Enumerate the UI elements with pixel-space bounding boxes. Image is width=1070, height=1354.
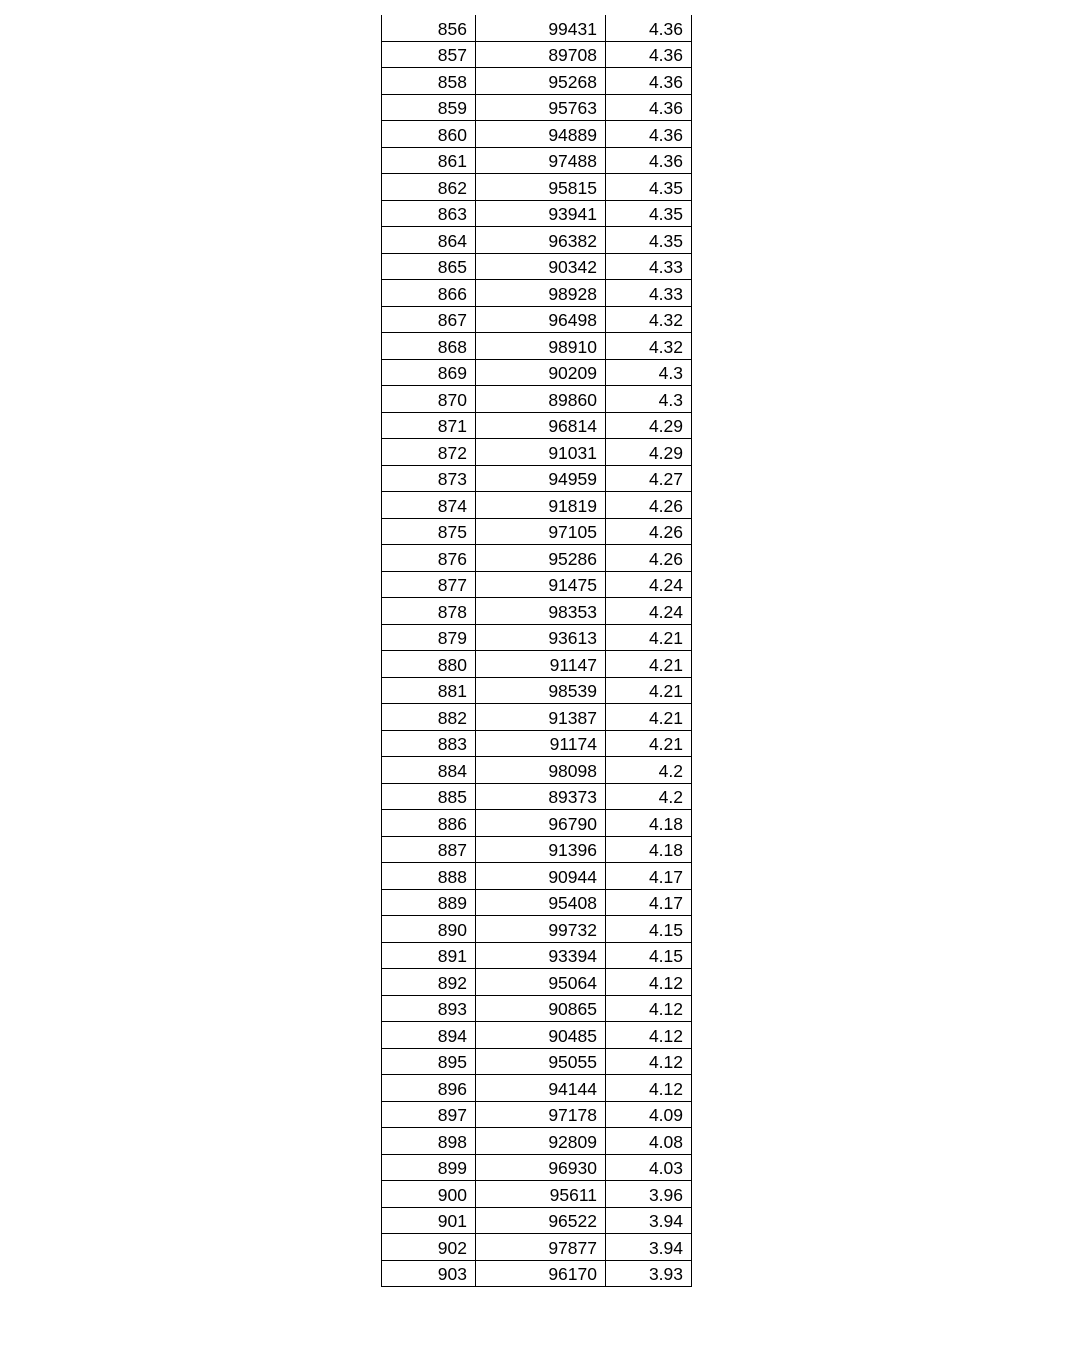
id-cell: 89708 — [476, 41, 606, 68]
score-cell: 4.35 — [606, 174, 692, 201]
id-cell: 90865 — [476, 995, 606, 1022]
score-cell: 4.09 — [606, 1101, 692, 1128]
id-cell: 95611 — [476, 1181, 606, 1208]
table-row — [382, 677, 692, 704]
score-cell: 4.29 — [606, 439, 692, 466]
table-row — [382, 174, 692, 201]
score-cell: 4.12 — [606, 969, 692, 996]
id-cell: 99732 — [476, 916, 606, 943]
score-cell: 4.12 — [606, 995, 692, 1022]
row-index-cell: 863 — [382, 200, 476, 227]
id-cell: 96170 — [476, 1260, 606, 1287]
row-index-cell: 889 — [382, 889, 476, 916]
table-row — [382, 1260, 692, 1287]
row-index-cell: 887 — [382, 836, 476, 863]
table-row — [382, 227, 692, 254]
table-row — [382, 783, 692, 810]
id-cell: 95064 — [476, 969, 606, 996]
table-row — [382, 1101, 692, 1128]
row-index-cell: 871 — [382, 412, 476, 439]
table-row — [382, 836, 692, 863]
score-cell: 4.36 — [606, 15, 692, 41]
id-cell: 95286 — [476, 545, 606, 572]
table-row — [382, 492, 692, 519]
row-index-cell: 879 — [382, 624, 476, 651]
table-body — [382, 15, 692, 1287]
score-cell: 4.3 — [606, 386, 692, 413]
id-cell: 96382 — [476, 227, 606, 254]
score-cell: 4.33 — [606, 253, 692, 280]
id-cell: 94959 — [476, 465, 606, 492]
score-cell: 4.12 — [606, 1022, 692, 1049]
id-cell: 96814 — [476, 412, 606, 439]
score-cell: 4.2 — [606, 783, 692, 810]
row-index-cell: 870 — [382, 386, 476, 413]
id-cell: 95408 — [476, 889, 606, 916]
score-cell: 4.24 — [606, 571, 692, 598]
id-cell: 95815 — [476, 174, 606, 201]
id-cell: 93941 — [476, 200, 606, 227]
table-row — [382, 386, 692, 413]
table-row — [382, 863, 692, 890]
row-index-cell: 902 — [382, 1234, 476, 1261]
row-index-cell: 867 — [382, 306, 476, 333]
score-cell: 4.33 — [606, 280, 692, 307]
table-row — [382, 439, 692, 466]
id-cell: 97488 — [476, 147, 606, 174]
row-index-cell: 893 — [382, 995, 476, 1022]
table-row — [382, 995, 692, 1022]
row-index-cell: 866 — [382, 280, 476, 307]
score-cell: 4.17 — [606, 863, 692, 890]
score-cell: 4.21 — [606, 677, 692, 704]
row-index-cell: 884 — [382, 757, 476, 784]
row-index-cell: 896 — [382, 1075, 476, 1102]
row-index-cell: 885 — [382, 783, 476, 810]
score-cell: 4.27 — [606, 465, 692, 492]
table-row — [382, 68, 692, 95]
id-cell: 91819 — [476, 492, 606, 519]
id-cell: 89373 — [476, 783, 606, 810]
table-row — [382, 545, 692, 572]
row-index-cell: 874 — [382, 492, 476, 519]
row-index-cell: 898 — [382, 1128, 476, 1155]
score-cell: 4.21 — [606, 624, 692, 651]
table-row — [382, 916, 692, 943]
score-cell: 4.36 — [606, 41, 692, 68]
table-row — [382, 704, 692, 731]
table-row — [382, 121, 692, 148]
row-index-cell: 878 — [382, 598, 476, 625]
row-index-cell: 888 — [382, 863, 476, 890]
table-row — [382, 942, 692, 969]
row-index-cell: 865 — [382, 253, 476, 280]
score-cell: 4.08 — [606, 1128, 692, 1155]
id-cell: 96522 — [476, 1207, 606, 1234]
score-cell: 4.36 — [606, 94, 692, 121]
id-cell: 90209 — [476, 359, 606, 386]
id-cell: 97178 — [476, 1101, 606, 1128]
row-index-cell: 899 — [382, 1154, 476, 1181]
row-index-cell: 864 — [382, 227, 476, 254]
id-cell: 94889 — [476, 121, 606, 148]
row-index-cell: 892 — [382, 969, 476, 996]
id-cell: 91475 — [476, 571, 606, 598]
table-row — [382, 1181, 692, 1208]
table-row — [382, 730, 692, 757]
row-index-cell: 897 — [382, 1101, 476, 1128]
id-cell: 95055 — [476, 1048, 606, 1075]
id-cell: 98353 — [476, 598, 606, 625]
table-row — [382, 1234, 692, 1261]
table-row — [382, 94, 692, 121]
table-row — [382, 624, 692, 651]
id-cell: 93394 — [476, 942, 606, 969]
table-row — [382, 200, 692, 227]
score-cell: 3.94 — [606, 1207, 692, 1234]
row-index-cell: 891 — [382, 942, 476, 969]
score-cell: 4.18 — [606, 836, 692, 863]
table-row — [382, 41, 692, 68]
table-row — [382, 280, 692, 307]
data-table — [381, 15, 692, 1287]
score-cell: 3.93 — [606, 1260, 692, 1287]
table-row — [382, 889, 692, 916]
row-index-cell: 886 — [382, 810, 476, 837]
table-row — [382, 1048, 692, 1075]
row-index-cell: 869 — [382, 359, 476, 386]
id-cell: 91174 — [476, 730, 606, 757]
id-cell: 97105 — [476, 518, 606, 545]
score-cell: 4.35 — [606, 200, 692, 227]
id-cell: 90944 — [476, 863, 606, 890]
table-row — [382, 1207, 692, 1234]
row-index-cell: 881 — [382, 677, 476, 704]
row-index-cell: 857 — [382, 41, 476, 68]
score-cell: 4.18 — [606, 810, 692, 837]
score-cell: 4.03 — [606, 1154, 692, 1181]
id-cell: 91031 — [476, 439, 606, 466]
id-cell: 98928 — [476, 280, 606, 307]
score-cell: 4.12 — [606, 1075, 692, 1102]
table-row — [382, 15, 692, 41]
score-cell: 4.21 — [606, 651, 692, 678]
row-index-cell: 859 — [382, 94, 476, 121]
row-index-cell: 876 — [382, 545, 476, 572]
table-row — [382, 465, 692, 492]
row-index-cell: 901 — [382, 1207, 476, 1234]
id-cell: 96790 — [476, 810, 606, 837]
table-row — [382, 1075, 692, 1102]
row-index-cell: 860 — [382, 121, 476, 148]
score-cell: 4.36 — [606, 121, 692, 148]
id-cell: 95268 — [476, 68, 606, 95]
table-row — [382, 412, 692, 439]
id-cell: 96498 — [476, 306, 606, 333]
row-index-cell: 873 — [382, 465, 476, 492]
row-index-cell: 900 — [382, 1181, 476, 1208]
id-cell: 99431 — [476, 15, 606, 41]
id-cell: 91147 — [476, 651, 606, 678]
row-index-cell: 883 — [382, 730, 476, 757]
row-index-cell: 890 — [382, 916, 476, 943]
id-cell: 89860 — [476, 386, 606, 413]
score-cell: 4.26 — [606, 518, 692, 545]
row-index-cell: 861 — [382, 147, 476, 174]
table-row — [382, 1128, 692, 1155]
score-cell: 4.36 — [606, 68, 692, 95]
score-cell: 4.35 — [606, 227, 692, 254]
table-row — [382, 359, 692, 386]
score-cell: 4.26 — [606, 492, 692, 519]
row-index-cell: 868 — [382, 333, 476, 360]
id-cell: 95763 — [476, 94, 606, 121]
table-row — [382, 598, 692, 625]
id-cell: 90342 — [476, 253, 606, 280]
row-index-cell: 872 — [382, 439, 476, 466]
score-cell: 4.21 — [606, 704, 692, 731]
row-index-cell: 877 — [382, 571, 476, 598]
row-index-cell: 875 — [382, 518, 476, 545]
row-index-cell: 882 — [382, 704, 476, 731]
id-cell: 98098 — [476, 757, 606, 784]
row-index-cell: 880 — [382, 651, 476, 678]
table-row — [382, 651, 692, 678]
score-cell: 3.94 — [606, 1234, 692, 1261]
row-index-cell: 903 — [382, 1260, 476, 1287]
table-row — [382, 333, 692, 360]
id-cell: 94144 — [476, 1075, 606, 1102]
table-row — [382, 518, 692, 545]
score-cell: 4.32 — [606, 306, 692, 333]
table-row — [382, 306, 692, 333]
id-cell: 97877 — [476, 1234, 606, 1261]
id-cell: 92809 — [476, 1128, 606, 1155]
score-cell: 4.26 — [606, 545, 692, 572]
score-cell: 4.12 — [606, 1048, 692, 1075]
score-cell: 4.2 — [606, 757, 692, 784]
table-row — [382, 571, 692, 598]
score-cell: 4.17 — [606, 889, 692, 916]
table-row — [382, 969, 692, 996]
id-cell: 91387 — [476, 704, 606, 731]
row-index-cell: 894 — [382, 1022, 476, 1049]
score-cell: 3.96 — [606, 1181, 692, 1208]
score-cell: 4.32 — [606, 333, 692, 360]
table-row — [382, 1154, 692, 1181]
row-index-cell: 895 — [382, 1048, 476, 1075]
id-cell: 90485 — [476, 1022, 606, 1049]
row-index-cell: 858 — [382, 68, 476, 95]
table-row — [382, 147, 692, 174]
id-cell: 93613 — [476, 624, 606, 651]
score-cell: 4.29 — [606, 412, 692, 439]
row-index-cell: 862 — [382, 174, 476, 201]
table-row — [382, 253, 692, 280]
id-cell: 98910 — [476, 333, 606, 360]
table-row — [382, 810, 692, 837]
score-cell: 4.36 — [606, 147, 692, 174]
score-cell: 4.3 — [606, 359, 692, 386]
id-cell: 91396 — [476, 836, 606, 863]
row-index-cell: 856 — [382, 15, 476, 41]
score-cell: 4.15 — [606, 916, 692, 943]
table-row — [382, 757, 692, 784]
score-cell: 4.15 — [606, 942, 692, 969]
score-cell: 4.24 — [606, 598, 692, 625]
table-row — [382, 1022, 692, 1049]
id-cell: 98539 — [476, 677, 606, 704]
score-cell: 4.21 — [606, 730, 692, 757]
id-cell: 96930 — [476, 1154, 606, 1181]
